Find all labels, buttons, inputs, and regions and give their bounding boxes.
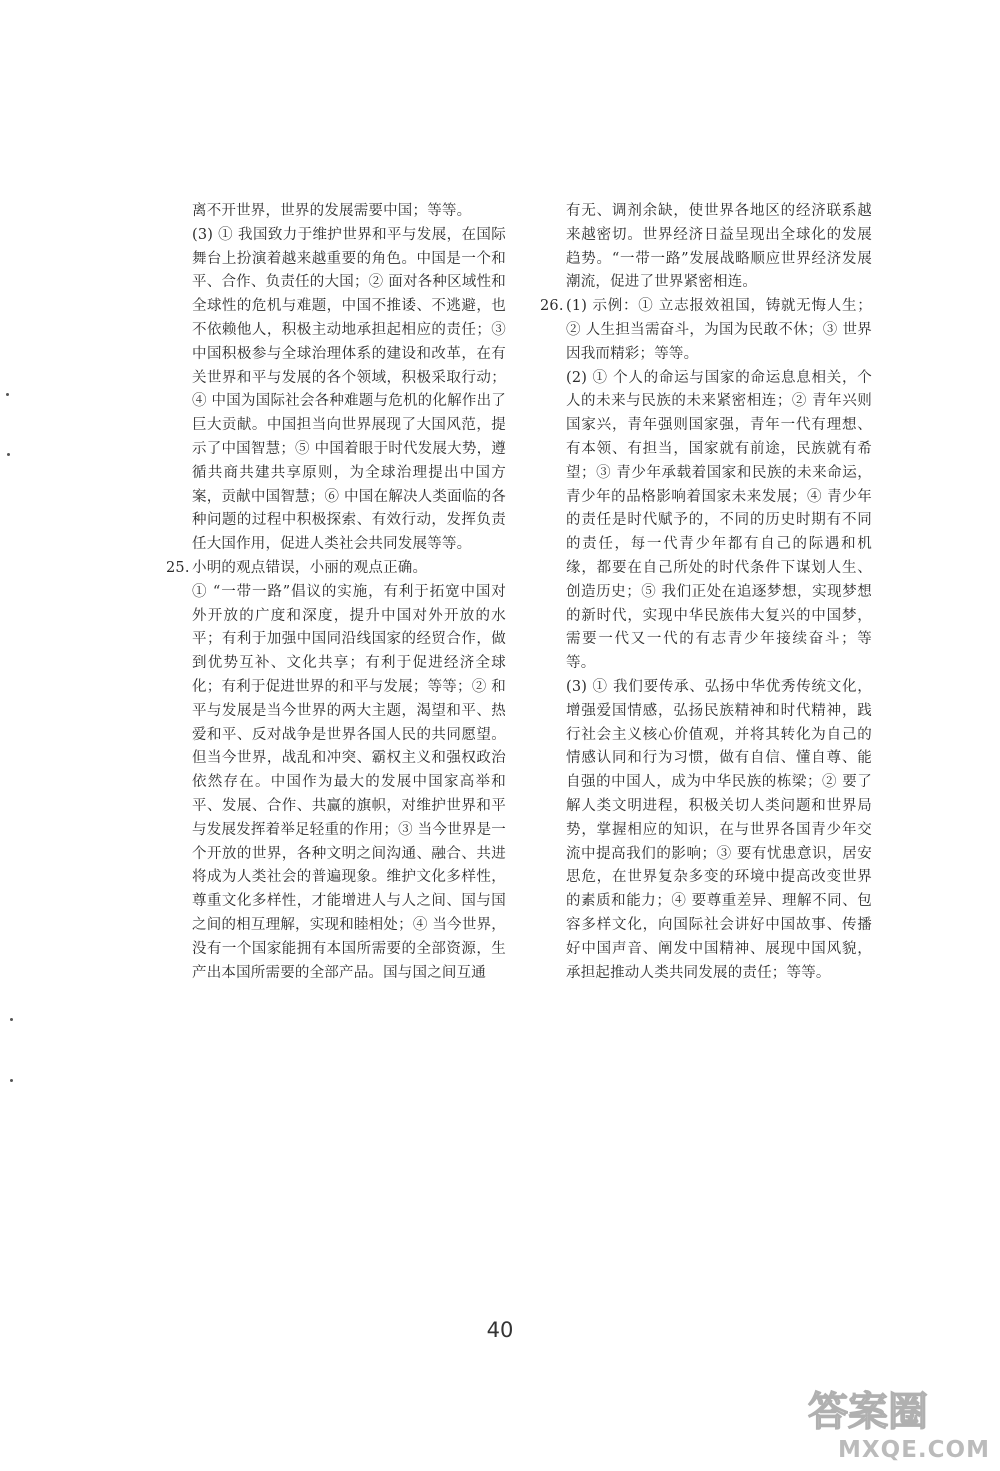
- right-column: [540, 200, 872, 985]
- q25-first-line: 小明的观点错误，小丽的观点正确。: [192, 559, 428, 576]
- q26-number: 26.: [540, 298, 564, 315]
- scan-speck: [7, 453, 10, 456]
- right-continuation: 有无、调剂余缺，使世界各地区的经济联系越来越密切。世界经济日益呈现出全球化的发展趋势。“一带一路”发展战略顺应世界经济发展潮流，促进了世界紧密相连。: [566, 203, 872, 291]
- q25-answer: [166, 557, 506, 985]
- watermark-logo-text: 答案圈: [808, 1389, 928, 1435]
- watermark: [800, 1385, 990, 1465]
- q24-part3: (3) ① 我国致力于维护世界和平与发展，在国际舞台上扮演着越来越重要的角色。中国是一个和平、合作、负责任的大国；② 面对各种区域性和全球性的危机与难题，中国不推诿、不逃避，也不依赖他人，积极主动地承担起相应的责任；③ 中国积极参与全球治理体系的建设和改革，在有关世界和平与发展的各个领域，积极采取行动；④ 中国为国际社会各种难题与危机的化解作出了巨大贡献。中国担当向世界展现了大国风范，提示了中国智慧；⑤ 中国着眼于时代发展大势，遵循共商共建共享原则，为全球治理提出中国方案，贡献中国智慧；⑥ 中国在解决人类面临的各种问题的过程中积极探索、有效行动，发挥负责任大国作用，促进人类社会共同发展等等。: [192, 226, 506, 553]
- watermark-logo-icon: [800, 1385, 990, 1435]
- q26-part3: (3) ① 我们要传承、弘扬中华优秀传统文化，增强爱国情感，弘扬民族精神和时代精神，践行社会主义核心价值观，并将其转化为自己的情感认同和行为习惯，做有自信、懂自尊、能自强的中国人，成为中华民族的栋梁；② 要了解人类文明进程，积极关切人类问题和世界局势，掌握相应的知识，在与世界各国青少年交流中提高我们的影响；③ 要有忧患意识，居安思危，在世界复杂多变的环境中提高改变世界的素质和能力；④ 要尊重差异、理解不同、包容多样文化，向国际社会讲好中国故事、传播好中国声音、阐发中国精神、展现中国风貌，承担起推动人类共同发展的责任；等等。: [566, 678, 872, 981]
- q25-number: 25.: [166, 559, 190, 576]
- scan-speck: [10, 1018, 13, 1021]
- page-number: 40: [486, 1318, 514, 1342]
- q26-answer: [540, 295, 872, 985]
- q26-part2: (2) ① 个人的命运与国家的命运息息相关，个人的未来与民族的未来紧密相连；② 青年兴则国家兴，青年强则国家强，青年一代有理想、有本领、有担当，国家就有前途，民族就有希望；③ 青少年承载着国家和民族的未来命运，青少年的品格影响着国家未来发展；④ 青少年的责任是时代赋予的，不同的历史时期有不同的责任，每一代青少年都有自己的际遇和机缘，都要在自己所处的时代条件下谋划人生、创造历史；⑤ 我们正处在追逐梦想，实现梦想的新时代，实现中华民族伟大复兴的中国梦，需要一代又一代的有志青少年接续奋斗；等等。: [566, 369, 872, 672]
- scan-speck: [6, 393, 9, 396]
- scan-speck: [10, 1079, 13, 1082]
- left-continuation: 离不开世界，世界的发展需要中国；等等。: [192, 203, 472, 219]
- watermark-url: MXQE.COM: [838, 1437, 990, 1463]
- q25-body: ① “一带一路”倡议的实施，有利于拓宽中国对外开放的广度和深度，提升中国对外开放的水平；有利于加强中国同沿线国家的经贸合作，做到优势互补、文化共享；有利于促进经济全球化；有利于促进世界的和平与发展；等等；② 和平与发展是当今世界的两大主题，渴望和平、热爱和平、反对战争是世界各国人民的共同愿望。但当今世界，战乱和冲突、霸权主义和强权政治依然存在。中国作为最大的发展中国家高举和平、发展、合作、共赢的旗帜，对维护世界和平与发展发挥着举足轻重的作用；③ 当今世界是一个开放的世界，各种文明之间沟通、融合、共进将成为人类社会的普遍现象。维护文化多样性，尊重文化多样性，才能增进人与人之间、国与国之间的相互理解，实现和睦相处；④ 当今世界，没有一个国家能拥有本国所需要的全部资源，生产出本国所需要的全部产品。国与国之间互通: [192, 583, 506, 981]
- q26-part1: (1) 示例：① 立志报效祖国，铸就无悔人生；② 人生担当需奋斗，为国为民敢不休；③ 世界因我而精彩；等等。: [566, 298, 872, 362]
- left-column: [166, 200, 506, 985]
